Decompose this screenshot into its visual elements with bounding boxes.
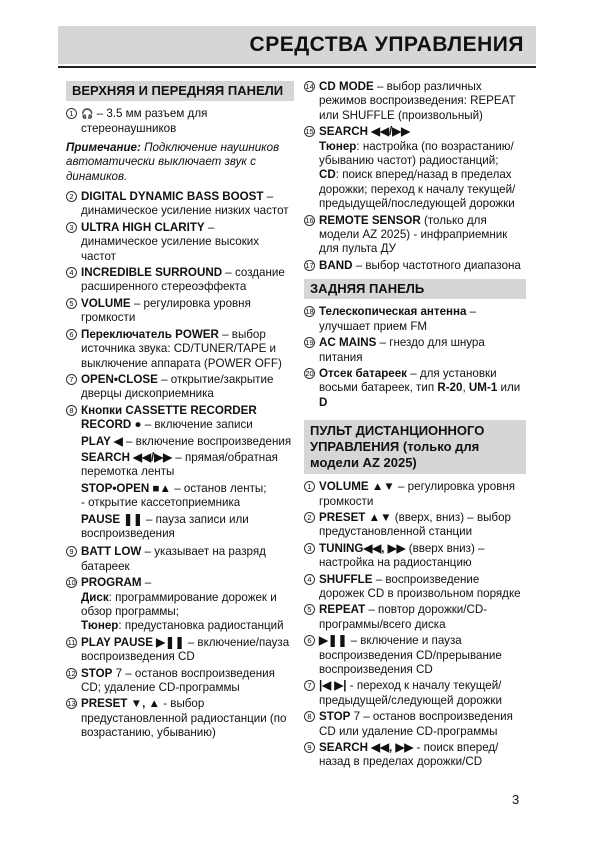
list-item: 10 PROGRAM – Диск: программирование дорожек и обзор программы; Тюнер: предустановка радиостанций: [67, 576, 284, 633]
list-item: 4 INCREDIBLE SURROUND – создание расширенного стереоэффекта: [66, 266, 294, 295]
list-item: 7 |◀ ▶| - переход к началу текущей/предыдущей/следующей дорожки: [304, 679, 526, 708]
list-item: 6 ▶❚❚ – включение и пауза воспроизведения CD/прерывание воспроизведения CD: [304, 634, 526, 677]
list-item: 13 PRESET ▼, ▲ - выбор предустановленной радиостанции (по возрастанию, убыванию): [67, 697, 287, 740]
list-item: 4 SHUFFLE – воспроизведение дорожек CD в произвольном порядке: [304, 573, 526, 602]
list-item: 9 BATT LOW – указывает на разряд батареек: [66, 545, 294, 574]
list-item: 5 REPEAT – повтор дорожки/CD-программы/всего диска: [304, 603, 526, 632]
list-item: 20 Отсек батареек – для установки восьми батареек, тип R-20, UM-1 или D: [305, 366, 521, 409]
list-item: 18 Телескопическая антенна – улучшает прием FM: [305, 305, 477, 333]
right-column: [304, 80, 526, 772]
item-number: 1: [66, 108, 77, 119]
list-item: 8 STOP 7 – останов воспроизведения CD или удаление CD-программы: [304, 710, 526, 739]
list-item: 14 CD MODE – выбор различных режимов воспроизведения: REPEAT или SHUFFLE (произвольный): [305, 80, 516, 122]
list-item: 2 PRESET ▲▼ (вверх, вниз) – выбор предустановленной станции: [304, 511, 526, 540]
list-item: 9 SEARCH ◀◀, ▶▶ - поиск вперед/назад в пределах дорожки/CD: [304, 741, 526, 770]
list-item: 12 STOP 7 – останов воспроизведения CD; удаление CD-программы: [67, 666, 275, 695]
list-item: 17 BAND – выбор частотного диапазона: [305, 258, 521, 272]
list-item: 15 SEARCH ◀◀/▶▶ Тюнер: настройка (по возрастанию/ убыванию частот) радиостанций; CD: поиск вперед/назад в пределах дорожки; переход к началу текущей/ предыдущей/последующей дорожки: [305, 125, 516, 211]
play-pause-icon: ▶❚❚: [319, 634, 348, 648]
note: Примечание: Подключение наушников автоматически выключает звук с динамиков.: [66, 140, 280, 183]
list-item: 2 DIGITAL DYNAMIC BASS BOOST – динамическое усиление низких частот: [66, 190, 294, 219]
list-item: 19 AC MAINS – гнездо для шнура питания: [305, 336, 485, 364]
list-item: 16 REMOTE SENSOR (только для модели AZ 2025) - инфраприемник для пульта ДУ: [305, 213, 508, 256]
headphones-icon: 🎧: [81, 109, 94, 120]
skip-track-icon: |◀ ▶|: [319, 679, 347, 693]
title-rule: [58, 66, 536, 68]
list-item: 3 TUNING◀◀, ▶▶ (вверх вниз) – настройка на радиостанцию: [304, 542, 526, 571]
page-title: СРЕДСТВА УПРАВЛЕНИЯ: [249, 33, 524, 56]
list-item: 5 VOLUME – регулировка уровня громкости: [66, 297, 294, 326]
list-item: 6 Переключатель POWER – выбор источника звука: CD/TUNER/TAPE и выключение аппарата (POWER OFF): [66, 328, 294, 371]
list-item: 7 OPEN•CLOSE – открытие/закрытие дверцы дископриемника: [66, 373, 294, 402]
list-item: 1 VOLUME ▲▼ – регулировка уровня громкости: [304, 480, 526, 509]
page-number: 3: [512, 792, 520, 807]
list-item: 8 Кнопки CASSETTE RECORDER RECORD ● – включение записи PLAY ◀ – включение воспроизведения SEARCH ◀◀/▶▶ – прямая/обратная перемотка ленты STOP•OPEN ■▲ – останов ленты; - открытие кассетоприемника PAUSE ❚❚ – пауза записи или воспроизведения: [66, 404, 294, 544]
section-heading-top-front: ВЕРХНЯЯ И ПЕРЕДНЯЯ ПАНЕЛИ: [66, 81, 294, 101]
list-item: 3 ULTRA HIGH CLARITY – динамическое усиление высоких частот: [66, 221, 294, 264]
left-column: [66, 80, 294, 743]
section-heading-rear: ЗАДНЯЯ ПАНЕЛЬ: [304, 279, 526, 299]
page-title-bar: [58, 26, 536, 64]
list-item: 11 PLAY PAUSE ▶❚❚ – включение/пауза воспроизведения CD: [67, 635, 290, 664]
list-item: 1 🎧 – 3.5 мм разъем для стереонаушников: [66, 107, 294, 137]
section-heading-remote: ПУЛЬТ ДИСТАНЦИОННОГО УПРАВЛЕНИЯ (только для модели AZ 2025): [304, 420, 526, 474]
